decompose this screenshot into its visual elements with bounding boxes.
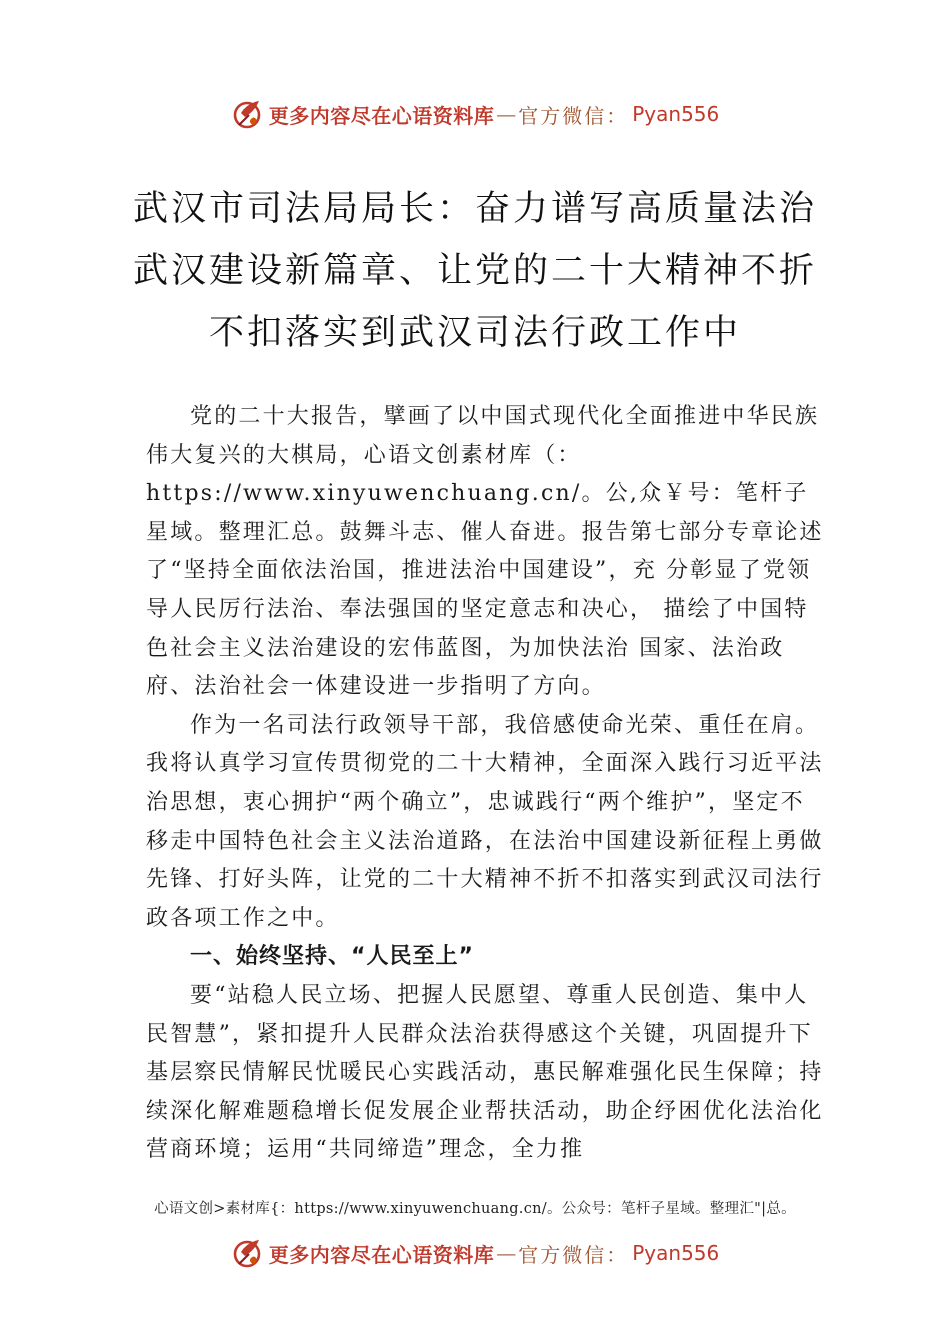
paragraph-1: 党的二十大报告，擘画了以中国式现代化全面推进中华民族伟大复兴的大棋局，心语文创素材库（：https://www.xinyuwenchuang.cn/。公,众￥号：笔杆子星域。整理汇总。鼓舞斗志、催人奋进。报告第七部分专章论述了“坚持全面依法治国，推进法治中国建设”，充 分彰显了党领导人民厉行法治、奉法强国的坚定意志和决心， 描绘了中国特色社会主义法治建设的宏伟蓝图，为加快法治 国家、法治政府、法治社会一体建设进一步指明了方向。 bbox=[146, 404, 824, 700]
paragraph-2: 作为一名司法行政领导干部，我倍感使命光荣、重任在肩。我将认真学习宣传贯彻党的二十大精神，全面深入践行习近平法治思想，衷心拥护“两个确立”，忠诚践行“两个维护”，坚定不移走中国特色社会主义法治道路，在法治中国建设新征程上勇做先锋、打好头阵，让党的二十大精神不折不扣落实到武汉司法行政各项工作之中。 bbox=[146, 712, 824, 931]
bottom-banner bbox=[0, 1233, 950, 1273]
banner-wechat-id: Pyan556 bbox=[632, 102, 720, 126]
banner-wechat-id: Pyan556 bbox=[632, 1241, 720, 1265]
document-body bbox=[146, 398, 826, 1170]
title-line-2: 武汉建设新篇章、让党的二十大精神不折 bbox=[132, 251, 817, 291]
footer-source-note: 心语文创>素材库{：https://www.xinyuwenchuang.cn/。公众号：笔杆子星域。整理汇"|总。 bbox=[154, 1201, 796, 1217]
title-line-1: 武汉市司法局局长：奋力谱写高质量法治 bbox=[132, 189, 817, 229]
quill-heart-logo-icon bbox=[231, 1236, 265, 1270]
document-title bbox=[100, 178, 850, 364]
section-heading-1: 一、始终坚持、“人民至上” bbox=[190, 944, 474, 970]
banner-brand-text: 更多内容尽在心语资料库 bbox=[268, 103, 495, 128]
banner-dash: — bbox=[496, 102, 517, 126]
title-line-3: 不扣落实到武汉司法行政工作中 bbox=[208, 313, 741, 353]
banner-wechat-label: 官方微信： bbox=[518, 103, 629, 128]
quill-heart-logo-icon bbox=[231, 97, 265, 131]
banner-brand-text: 更多内容尽在心语资料库 bbox=[268, 1242, 495, 1267]
banner-wechat-label: 官方微信： bbox=[518, 1242, 629, 1267]
top-banner bbox=[0, 94, 950, 134]
paragraph-3: 要“站稳人民立场、把握人民愿望、尊重人民创造、集中人民智慧”，紧扣提升人民群众法治获得感这个关键，巩固提升下基层察民情解民忧暖民心实践活动，惠民解难强化民生保障；持续深化解难题稳增长促发展企业帮扶活动，助企纾困优化法治化营商环境；运用“共同缔造”理念，全力推 bbox=[146, 982, 824, 1163]
banner-dash: — bbox=[496, 1241, 517, 1265]
